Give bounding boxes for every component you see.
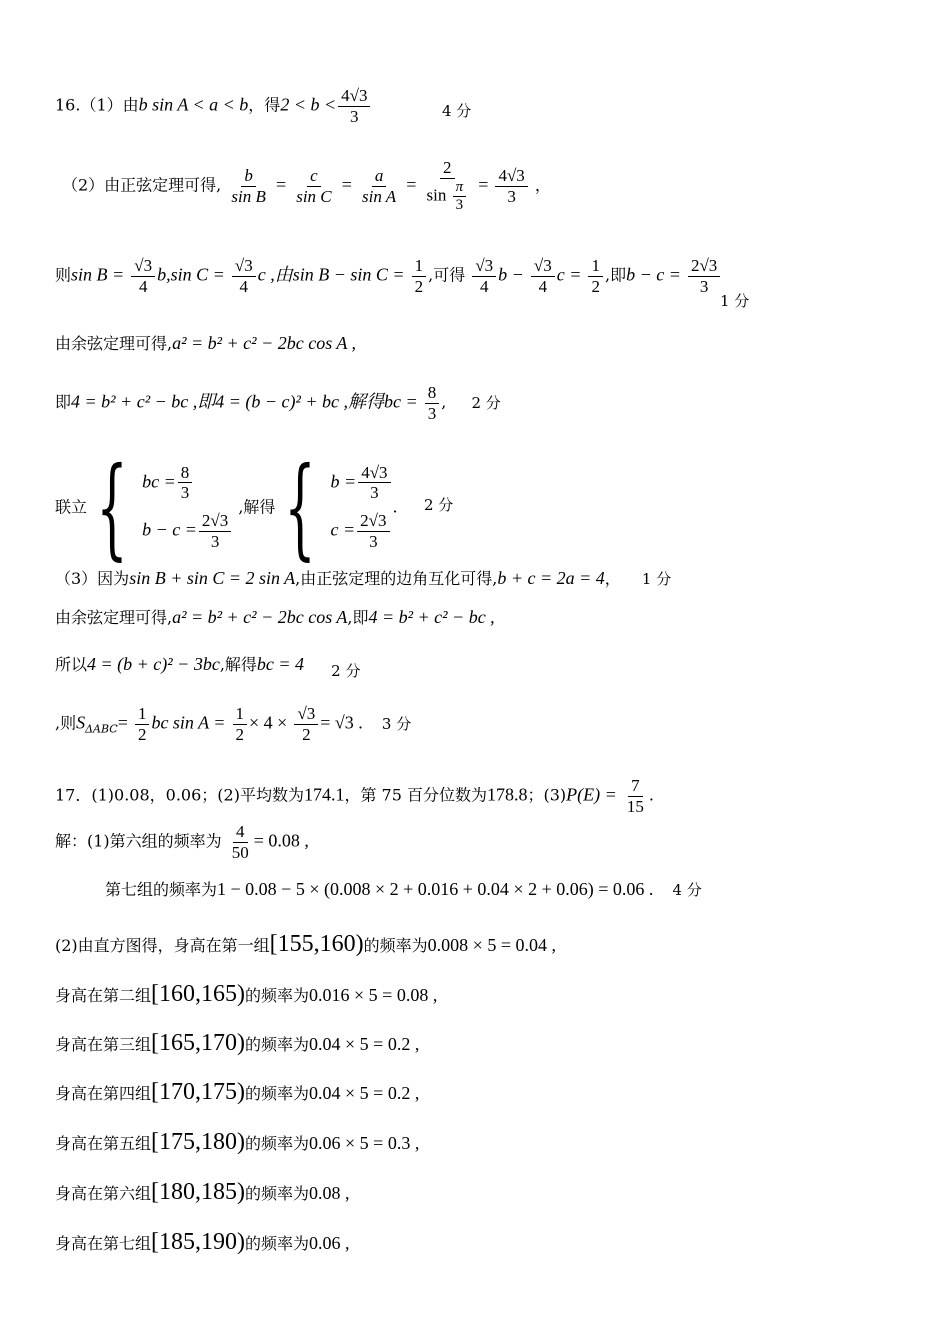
text: 16.（1）由 <box>55 95 139 115</box>
q16-line-2: （2）由正弦定理可得, $\frac{b}{\text{sin B}}$ = $\frac{c}{\text{sin C}}$ = $\frac{a}{\text{sin A}}$ = 2 sin $\frac{\pi}{3}$ = $\frac{4√3}{3}$ ， <box>62 158 551 213</box>
math: 2 < b < <box>280 94 337 115</box>
text: （2）由正弦定理可得, <box>62 175 222 195</box>
fraction: $\frac{a}{\text{sin A}}$ <box>361 165 397 206</box>
q17-row: 身高在第三组[165,170)的频率为0.04 × 5 = 0.2 , <box>55 1030 420 1056</box>
fraction: $\frac{4√3}{3}$ <box>338 86 370 126</box>
q16-line-10: ,则$S_{\Delta ABC}=$ $\frac{1}{2}$ bc sin A = $\frac{1}{2}$ × 4 × $\frac{√3}{2}$ = √3 . 3 分 <box>55 704 412 744</box>
q16-line-4: 由余弦定理可得,a² = b² + c² − 2bc cos A , <box>55 333 357 353</box>
q16-line-5: 即4 = b² + c² − bc ,即4 = (b − c)² + bc ,解得bc = $\frac{8}{3}$ , 2 分 <box>55 383 501 423</box>
q17-line-3: 第七组的频率为1 − 0.08 − 5 × (0.008 × 2 + 0.016 + 0.04 × 2 + 0.06) = 0.06 . 4 分 <box>105 879 702 899</box>
score: 1 分 <box>720 292 750 310</box>
q16-line-6: 联立{ bc = $\frac{8}{3}$ b − c = $\frac{2√3}{3}$ ,解得{ b = $\frac{4√3}{3}$ c = $\frac{2√3}{3}$ . <box>55 443 398 571</box>
score: 2 分 <box>424 496 454 514</box>
q17-row: 身高在第五组[175,180)的频率为0.06 × 5 = 0.3 , <box>55 1129 420 1155</box>
fraction: 2 sin $\frac{\pi}{3}$ <box>424 158 472 214</box>
q16-line-3: 则sin B = $\frac{√3}{4}$ b,sin C = $\frac{√3}{4}$ c ,由sin B − sin C = $\frac{1}{2}$ ,可得 $\frac{√3}{4}$ b − $\frac{√3}{4}$ c = $\frac{1}{2}$ ,即b − c = $\frac{2√3}{3}$ <box>55 256 722 296</box>
q16-line-8: 由余弦定理可得,a² = b² + c² − 2bc cos A,即4 = b² + c² − bc , <box>55 607 495 627</box>
q17-line-1: 17．(1)0.08，0.06；(2)平均数为174.1，第 75 百分位数为178.8；(3)P(E) = $\frac{7}{15}$ . <box>55 776 654 816</box>
q17-line-2: 解：(1)第六组的频率为 $\frac{4}{50}$ = 0.08 , <box>55 822 309 862</box>
math: b sin A < a < b <box>138 94 249 115</box>
q17-row: 身高在第二组[160,165)的频率为0.016 × 5 = 0.08 , <box>55 981 438 1007</box>
q16-line-7: （3）因为sin B + sin C = 2 sin A,由正弦定理的边角互化可得,b + c = 2a = 4， 1 分 <box>55 568 672 588</box>
q17-line-4: (2)由直方图得，身高在第一组[155,160)的频率为0.008 × 5 = 0.04 , <box>55 931 556 957</box>
fraction: $\frac{b}{\text{sin B}}$ <box>231 165 266 206</box>
q17-row: 身高在第六组[180,185)的频率为0.08 , <box>55 1179 350 1205</box>
text: ，得 <box>248 95 281 115</box>
q17-row: 身高在第四组[170,175)的频率为0.04 × 5 = 0.2 , <box>55 1079 420 1105</box>
score: 4 分 <box>442 102 472 120</box>
fraction: $\frac{c}{\text{sin C}}$ <box>296 165 332 206</box>
q17-row: 身高在第七组[185,190)的频率为0.06 , <box>55 1229 350 1255</box>
q16-line-1 <box>55 86 372 126</box>
q16-line-9: 所以4 = (b + c)² − 3bc,解得bc = 4 2 分 <box>55 654 361 680</box>
fraction: $\frac{4√3}{3}$ <box>495 166 527 206</box>
